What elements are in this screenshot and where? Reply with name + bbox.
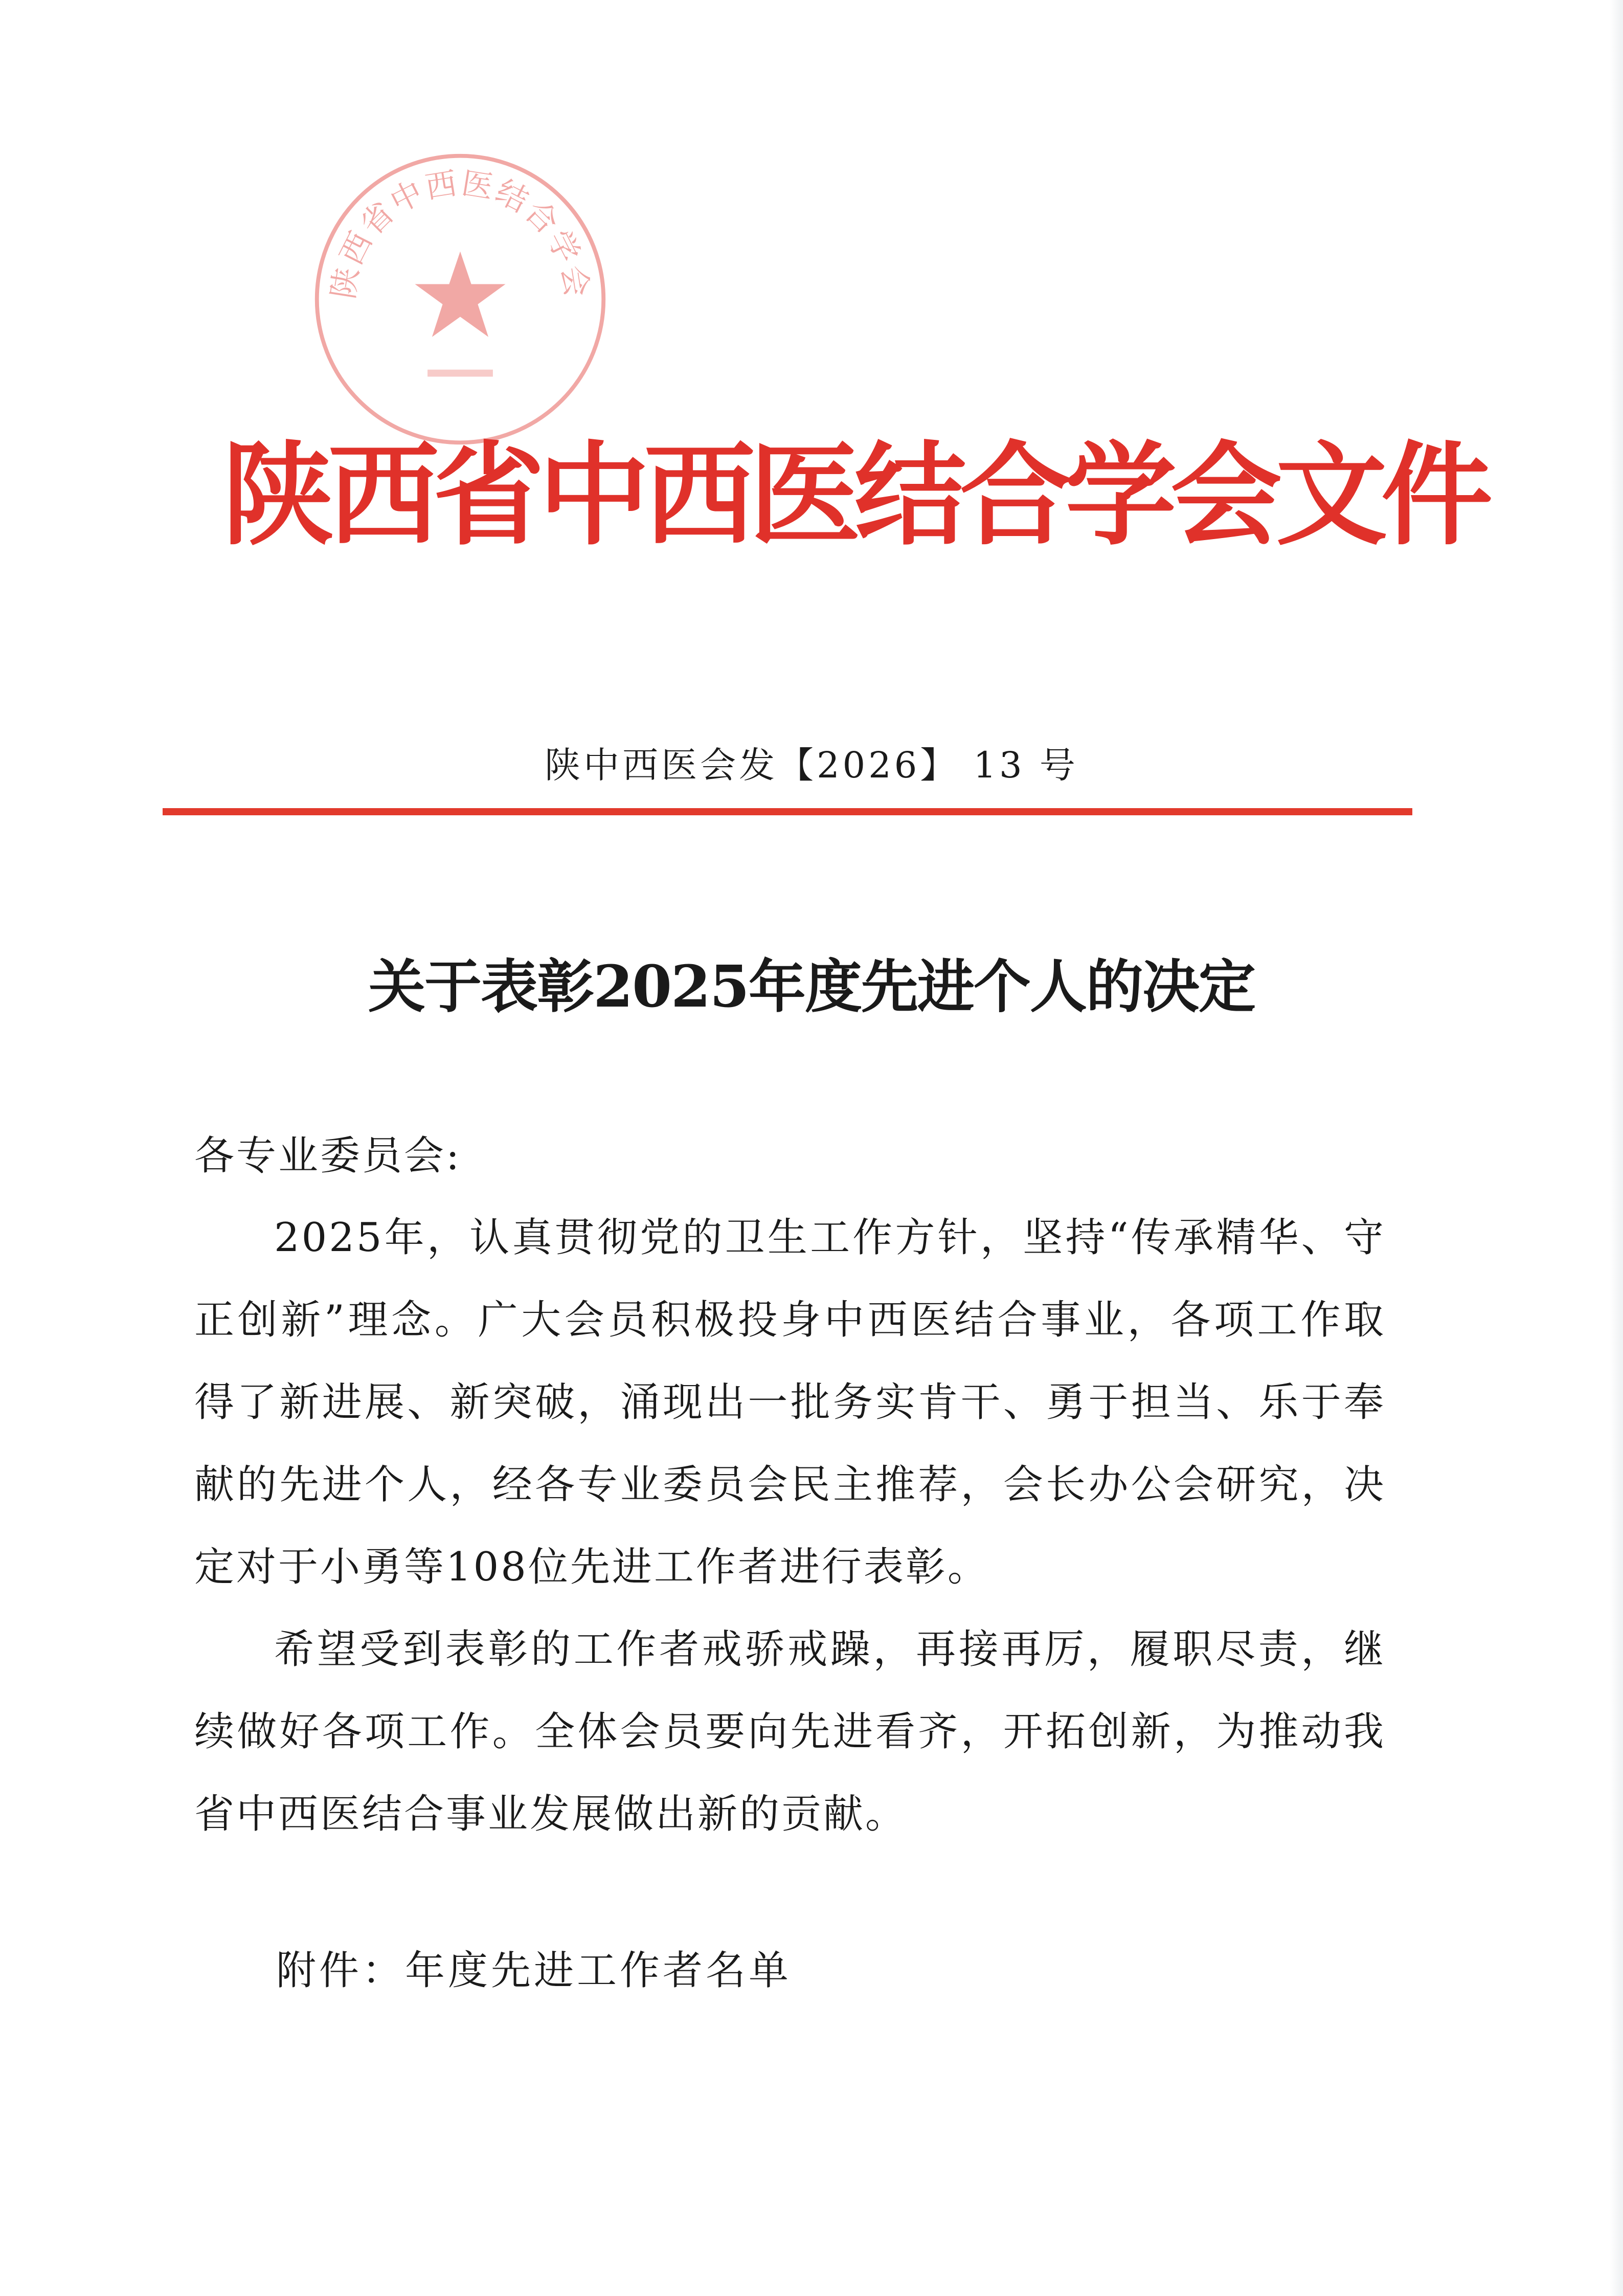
seal-text: 陕西省中西医结合学会	[325, 165, 596, 302]
header-char-7: 合	[960, 429, 1065, 561]
org-file-title	[222, 409, 1486, 563]
header-char-11: 件	[1381, 429, 1486, 561]
official-seal	[309, 148, 611, 450]
red-divider	[163, 808, 1412, 815]
header-char-2: 省	[433, 429, 538, 561]
document-title: 关于表彰2025年度先进个人的决定	[368, 953, 1255, 1020]
header-char-0: 陕	[222, 429, 328, 561]
header-char-3: 中	[538, 429, 644, 561]
salutation: 各专业委员会:	[194, 1133, 462, 1179]
seal-star-icon	[415, 252, 506, 337]
header-char-9: 会	[1170, 429, 1276, 561]
header-char-8: 学	[1065, 429, 1170, 561]
header-char-4: 西	[644, 429, 749, 561]
attachment-note: 附件：年度先进工作者名单	[276, 1948, 792, 1994]
scan-edge	[1610, 0, 1623, 2296]
document-number: 陕中西医会发【2026】 13 号	[545, 744, 1078, 786]
header-char-10: 文	[1276, 429, 1381, 561]
header-char-5: 医	[749, 429, 854, 561]
body-paragraph-2: 希望受到表彰的工作者戒骄戒躁，再接再厉，履职尽责，继续做好各项工作。全体会员要向先进看齐，开拓创新，为推动我省中西医结合事业发展做出新的贡献。	[194, 1626, 1386, 1837]
body-paragraph-1: 2025年，认真贯彻党的卫生工作方针，坚持“传承精华、守正创新”理念。广大会员积极投身中西医结合事业，各项工作取得了新进展、新突破，涌现出一批务实肯干、勇于担当、乐于奉献的先进个人，经各专业委员会民主推荐，会长办公会研究，决定对于小勇等108位先进工作者进行表彰。	[194, 1215, 1386, 1590]
header-char-6: 结	[854, 429, 960, 561]
header-char-1: 西	[328, 429, 433, 561]
